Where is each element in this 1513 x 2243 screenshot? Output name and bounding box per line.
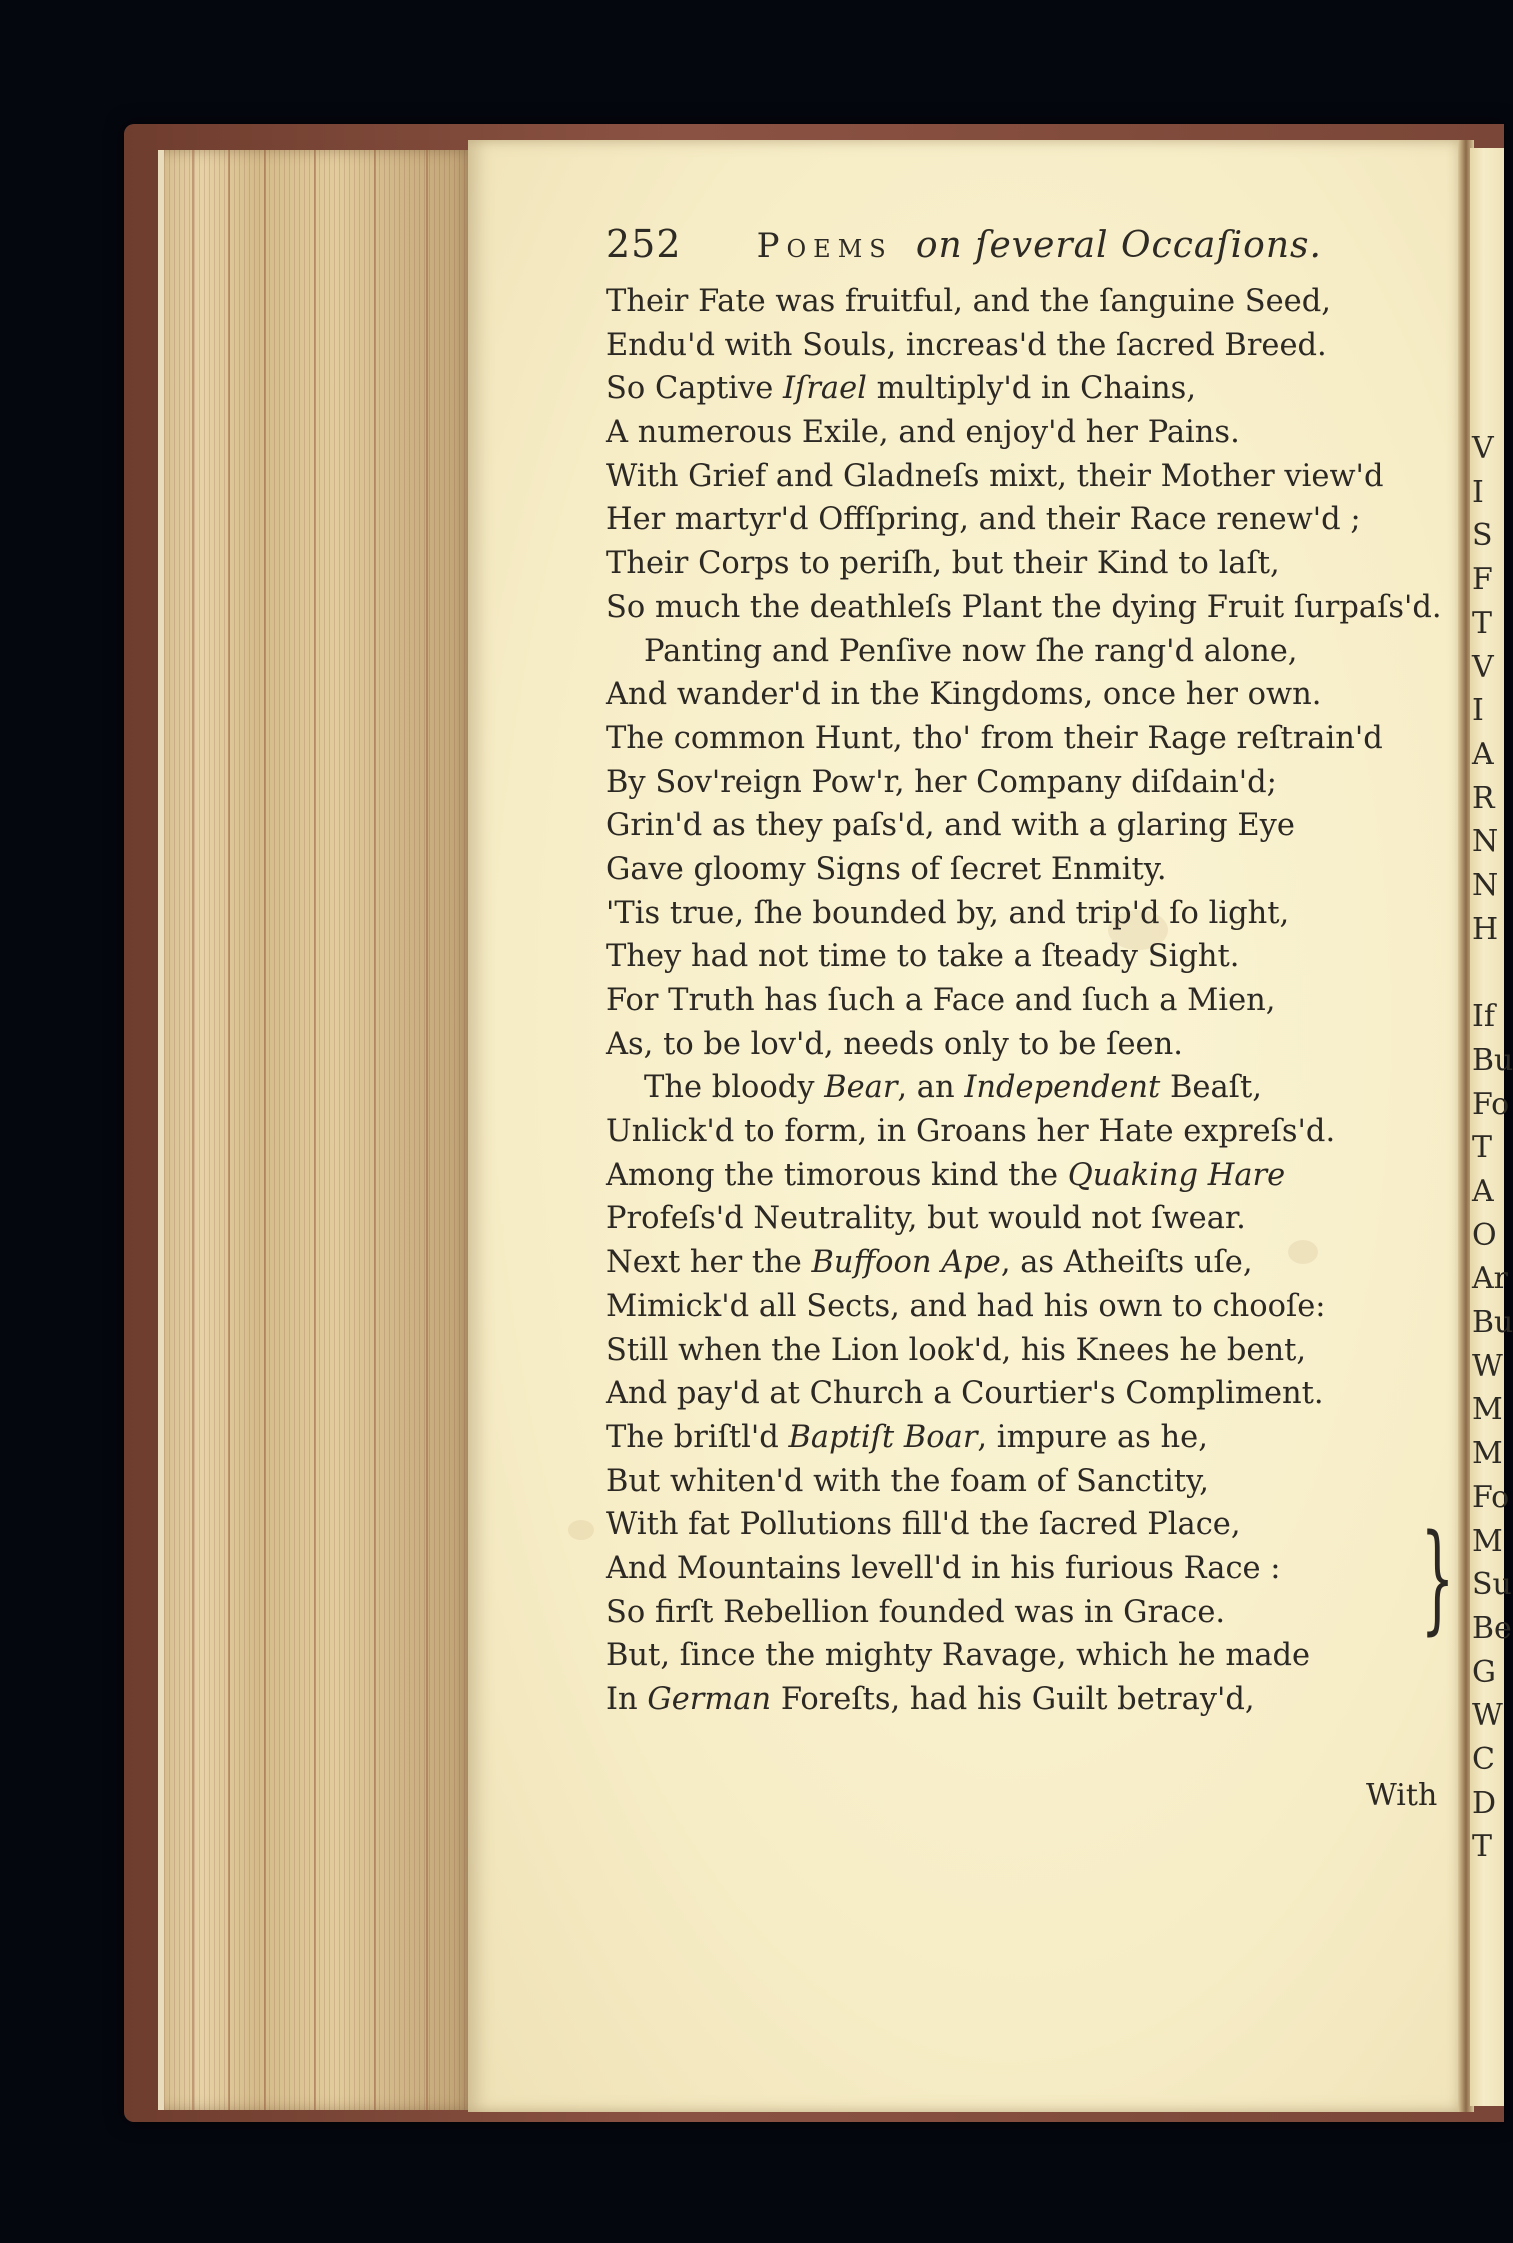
italic-name: Buffoon Ape [811, 1245, 1001, 1281]
page-edges [158, 150, 476, 2110]
next-page-fragment: D [1472, 1785, 1497, 1821]
verse-line [606, 673, 1456, 717]
verse-line [606, 761, 1456, 805]
verse-text: Endu'd with Souls, increas'd the ſacred Breed. [606, 327, 1327, 363]
verse-line [606, 1503, 1456, 1547]
next-page-fragment: T [1472, 1130, 1493, 1166]
next-page-fragment: V [1472, 431, 1494, 466]
verse-text: Next her the [606, 1245, 812, 1281]
verse-line [606, 892, 1456, 936]
next-page-fragment: C [1472, 1742, 1495, 1777]
verse-text: They had not time to take a ſteady Sight. [606, 939, 1240, 975]
verse-text: Mimick'd all Sects, and had his own to chooſe: [606, 1288, 1326, 1324]
next-page-fragment: T [1472, 605, 1493, 641]
verse-text: multiply'd in Chains, [866, 371, 1197, 407]
verse-text: A numerous Exile, and enjoy'd her Pains. [606, 415, 1240, 451]
next-page-fragment: A [1472, 1173, 1494, 1209]
next-page-fragment: F [1472, 562, 1493, 598]
verse-text: With Grief and Gladneſs mixt, their Mother view'd [606, 458, 1384, 494]
next-page-fragment: Fo [1472, 1479, 1510, 1515]
next-page-fragment: M [1472, 1436, 1503, 1472]
next-page-fragment: Su [1472, 1567, 1512, 1603]
verse-text: Gave gloomy Signs of ſecret Enmity. [606, 851, 1167, 887]
poem-text [606, 280, 1456, 1722]
page-number: 252 [606, 222, 682, 266]
verse-text: And Mountains levell'd in his furious Race : [606, 1550, 1281, 1586]
verse-line [606, 1591, 1456, 1635]
verse-line [606, 1110, 1456, 1154]
italic-name: Bear [824, 1070, 898, 1106]
next-page-fragment: M [1472, 1392, 1503, 1428]
verse-line [606, 717, 1456, 761]
verse-text: Among the timorous kind the [606, 1157, 1068, 1193]
verse-line [606, 1416, 1456, 1460]
verse-line [606, 804, 1456, 848]
next-page-fragment: If [1472, 999, 1495, 1035]
next-page-fragment: Be [1472, 1610, 1512, 1646]
verse-line [606, 324, 1456, 368]
next-page-fragment: O [1472, 1217, 1497, 1253]
verse-line [606, 1547, 1456, 1591]
verse-line [606, 1023, 1456, 1067]
verse-text: 'Tis true, ſhe bounded by, and trip'd ſo light, [606, 895, 1290, 931]
verse-text: By Sov'reign Pow'r, her Company diſdain'd; [606, 764, 1277, 800]
verse-text: For Truth has ſuch a Face and ſuch a Mien, [606, 983, 1276, 1018]
next-page-fragment: G [1472, 1654, 1496, 1690]
next-page-fragment: N [1472, 824, 1499, 860]
verse-text: And pay'd at Church a Courtier's Compliment. [606, 1376, 1324, 1412]
verse-text: Unlick'd to form, in Groans her Hate expreſs'd. [606, 1114, 1336, 1150]
italic-name: Quaking Hare [1067, 1157, 1286, 1193]
running-title: Poems [756, 226, 893, 266]
next-page-fragment: S [1472, 518, 1493, 554]
catchword: With [1366, 1778, 1438, 1813]
verse-text: Her martyr'd Offſpring, and their Race renew'd ; [606, 502, 1361, 538]
next-page-edge [1470, 148, 1513, 2106]
verse-line [606, 1460, 1456, 1504]
next-page-fragment: A [1472, 736, 1494, 772]
verse-line [606, 630, 1456, 674]
next-page-fragment: I [1472, 693, 1484, 729]
italic-name: Baptiſt Boar [788, 1419, 978, 1455]
next-page-fragment: R [1472, 780, 1495, 816]
italic-name: German [647, 1682, 772, 1717]
verse-text: , as Atheiſts uſe, [1000, 1245, 1253, 1281]
next-page-fragment: V [1472, 649, 1494, 685]
next-page-fragment: Bu [1472, 1305, 1513, 1340]
verse-text: In [606, 1682, 648, 1717]
italic-name: Independent [964, 1070, 1161, 1106]
verse-line [606, 498, 1456, 542]
verse-line [606, 1241, 1456, 1285]
verse-text: , an [897, 1070, 965, 1106]
triplet-brace: } [1420, 1508, 1455, 1646]
verse-line [606, 1285, 1456, 1329]
verse-text: , impure as he, [977, 1419, 1208, 1455]
verse-line [606, 1372, 1456, 1416]
verse-line [606, 455, 1456, 499]
verse-text: Grin'd as they paſs'd, and with a glaring Eye [606, 808, 1295, 844]
verse-text: But, ſince the mighty Ravage, which he made [606, 1638, 1311, 1674]
verse-text: As, to be lov'd, needs only to be ſeen. [606, 1026, 1183, 1062]
verse-line [606, 1154, 1456, 1198]
verse-text: Beaſt, [1160, 1070, 1262, 1106]
verse-line [606, 280, 1456, 324]
verse-text: The bloody [644, 1070, 825, 1106]
next-page-fragment: Bu [1472, 1042, 1513, 1078]
running-header [606, 222, 1322, 272]
next-page-fragment: Fo [1472, 1086, 1510, 1122]
verse-text: So firſt Rebellion founded was in Grace. [606, 1594, 1226, 1630]
verse-text: Profeſs'd Neutrality, but would not ſwear. [606, 1201, 1246, 1237]
verse-line [606, 1066, 1456, 1110]
next-page-fragment: M [1472, 1523, 1503, 1559]
next-page-fragment: Ar [1472, 1261, 1509, 1297]
next-page-fragment: T [1472, 1829, 1493, 1865]
verse-text: Their Fate was fruitful, and the ſanguine Seed, [606, 284, 1331, 319]
verse-line [606, 542, 1456, 586]
verse-line [606, 1678, 1456, 1722]
verse-text: Panting and Penſive now ſhe rang'd alone, [644, 633, 1298, 669]
verse-line [606, 411, 1456, 455]
italic-name: Iſrael [782, 371, 867, 407]
verse-text: So Captive [606, 371, 783, 407]
verse-line [606, 1634, 1456, 1678]
verse-text: With fat Pollutions fill'd the ſacred Place, [606, 1507, 1241, 1543]
next-page-fragment: I [1472, 474, 1484, 510]
verse-line [606, 367, 1456, 411]
running-subtitle: on ſeveral Occaſions. [915, 225, 1322, 266]
verse-text: Foreſts, had his Guilt betray'd, [771, 1682, 1255, 1717]
next-page-fragment: N [1472, 868, 1499, 903]
verse-text: Their Corps to periſh, but their Kind to laſt, [606, 546, 1280, 582]
verse-line [606, 1329, 1456, 1373]
verse-text: Still when the Lion look'd, his Knees he bent, [606, 1332, 1307, 1368]
verse-text: But whiten'd with the foam of Sanctity, [606, 1463, 1209, 1499]
verse-text: The common Hunt, tho' from their Rage reſtrain'd [606, 720, 1383, 756]
verse-line [606, 586, 1456, 630]
verse-line [606, 935, 1456, 979]
verse-line [606, 979, 1456, 1023]
verse-line [606, 848, 1456, 892]
next-page-fragment: W [1472, 1348, 1503, 1384]
next-page-fragment: H [1472, 911, 1499, 947]
verse-line [606, 1197, 1456, 1241]
verse-text: So much the deathleſs Plant the dying Fruit ſurpaſs'd. [606, 589, 1442, 625]
verse-text: And wander'd in the Kingdoms, once her own. [606, 677, 1322, 713]
verse-text: The briſtl'd [606, 1419, 789, 1455]
next-page-fragment: W [1472, 1698, 1503, 1734]
